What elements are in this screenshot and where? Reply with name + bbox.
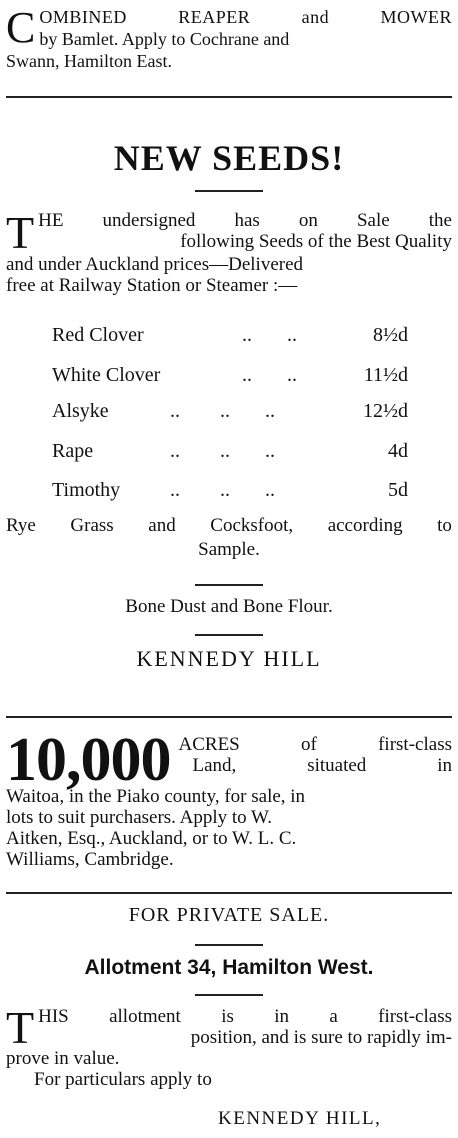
land-word: situated <box>307 755 367 776</box>
allot-word: is <box>221 1006 234 1027</box>
rye-grass-note <box>6 514 452 562</box>
seed-name: Timothy <box>52 479 121 501</box>
intro-word: the <box>428 210 452 231</box>
intro-line-1 <box>38 210 452 231</box>
rye-word: Rye <box>6 515 36 536</box>
leader-dots: .. .. .. <box>170 479 275 501</box>
land-line-5: Aitken, Esq., Auckland, or to W. L. C. <box>6 828 297 849</box>
intro-line-3: and under Auckland prices—Delivered <box>6 254 304 275</box>
divider-rule <box>6 96 452 98</box>
allot-word: HIS <box>38 1006 69 1027</box>
rye-word: Grass <box>70 515 114 536</box>
seed-price: 5d <box>388 479 408 501</box>
rye-word: to <box>437 515 452 536</box>
land-word: of <box>301 734 317 755</box>
land-word: Land, <box>192 755 237 776</box>
seed-name: Rape <box>52 440 94 462</box>
short-divider <box>195 994 263 996</box>
reaper-word: REAPER <box>178 7 251 27</box>
land-line-6: Williams, Cambridge. <box>6 849 174 870</box>
seed-price: 12½d <box>363 400 408 422</box>
seed-name: White Clover <box>52 364 161 386</box>
reaper-line-2: by Bamlet. Apply to Cochrane and <box>39 29 290 49</box>
reaper-word: MOWER <box>380 7 452 27</box>
dropcap-t: T <box>6 1002 35 1053</box>
allotment-heading: Allotment 34, Hamilton West. <box>84 956 374 979</box>
seed-name: Red Clover <box>52 324 144 346</box>
land-line-3: Waitoa, in the Piako county, for sale, in <box>6 786 306 807</box>
bone-dust-line: Bone Dust and Bone Flour. <box>125 596 333 617</box>
reaper-line-3: Swann, Hamilton East. <box>6 51 172 71</box>
short-divider <box>195 944 263 946</box>
divider-rule <box>6 892 452 894</box>
seed-price: 8½d <box>373 324 408 346</box>
intro-word: on <box>298 210 318 231</box>
seed-row-alsyke <box>52 398 408 424</box>
leader-dots: .. .. .. <box>170 400 275 422</box>
short-divider <box>195 634 263 636</box>
short-divider <box>195 190 263 192</box>
land-word: ACRES <box>178 734 240 755</box>
seed-row-rape <box>52 438 408 464</box>
seller-name: KENNEDY HILL, <box>218 1108 382 1129</box>
reaper-line-1 <box>39 6 452 28</box>
leader-dots: .. .. <box>242 364 297 386</box>
allot-word: a <box>329 1006 338 1027</box>
leader-dots: .. .. <box>242 324 297 346</box>
private-sale-heading: FOR PRIVATE SALE. <box>128 904 330 926</box>
seed-price: 11½d <box>363 364 408 386</box>
intro-line-2: following Seeds of the Best Quality <box>180 231 452 252</box>
acreage-number: 10,000 <box>6 726 171 794</box>
allot-word: in <box>274 1006 289 1027</box>
short-divider <box>195 584 263 586</box>
allot-word: allotment <box>109 1006 181 1027</box>
seed-row-white-clover <box>52 362 408 388</box>
land-line-2 <box>179 755 453 776</box>
allot-line-4: For particulars apply to <box>34 1069 212 1090</box>
dropcap-t: T <box>6 207 35 258</box>
allot-line-3: prove in value. <box>6 1048 120 1069</box>
intro-word: has <box>234 210 260 231</box>
allot-line-1 <box>38 1006 452 1027</box>
dropcap-c: C <box>6 3 36 52</box>
allot-line-2: position, and is sure to rapidly im- <box>190 1027 452 1048</box>
land-line-4: lots to suit purchasers. Apply to W. <box>6 807 272 828</box>
seed-row-red-clover <box>52 322 408 348</box>
leader-dots: .. .. .. <box>170 440 275 462</box>
reaper-word: and <box>301 7 330 27</box>
seller-name: KENNEDY HILL <box>136 646 322 671</box>
land-word: in <box>437 755 452 776</box>
rye-line-1 <box>6 514 452 538</box>
allot-word: first-class <box>378 1006 452 1027</box>
seed-row-timothy <box>52 477 408 503</box>
rye-word: according <box>327 515 403 536</box>
seeds-heading: NEW SEEDS! <box>113 138 345 178</box>
seed-name: Alsyke <box>52 400 109 422</box>
intro-word: Sale <box>356 210 390 231</box>
rye-word: and <box>148 515 176 536</box>
land-line-1 <box>179 734 453 755</box>
land-advertisement <box>6 726 452 870</box>
land-word: first-class <box>378 734 452 755</box>
divider-rule <box>6 716 452 718</box>
seed-price: 4d <box>388 440 408 462</box>
allotment-description <box>6 1002 452 1090</box>
seeds-intro <box>6 207 452 296</box>
reaper-word: OMBINED <box>39 7 127 27</box>
reaper-advertisement <box>6 3 452 72</box>
intro-word: undersigned <box>102 210 196 231</box>
intro-line-4: free at Railway Station or Steamer :— <box>6 275 298 296</box>
rye-line-2: Sample. <box>198 539 260 560</box>
intro-word: HE <box>38 210 64 231</box>
rye-word: Cocksfoot, <box>210 515 294 536</box>
